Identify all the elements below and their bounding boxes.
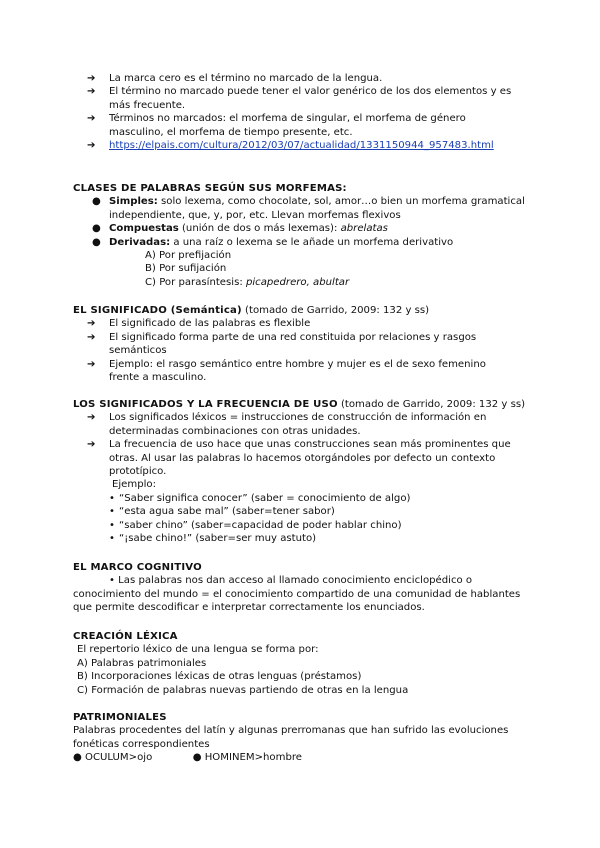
significado-section	[0, 304, 600, 384]
example-item: • “Saber significa conocer” (saber = conocimiento de algo)	[109, 492, 411, 504]
list-item: ➔ Ejemplo: el rasgo semántico entre hombre y mujer es el de sexo femenino frente a masculino.	[87, 358, 486, 384]
list-item: A) Palabras patrimoniales	[77, 657, 207, 669]
bullet-dot-icon: ●	[92, 196, 101, 208]
example-item: • “saber chino” (saber=capacidad de poder hablar chino)	[109, 519, 402, 531]
list-item	[0, 139, 519, 152]
clases-section	[0, 182, 600, 289]
section-heading: LOS SIGNIFICADOS Y LA FRECUENCIA DE USO (tomado de Garrido, 2009: 132 y ss)	[73, 399, 526, 410]
arrow-bullet-icon: ➔	[87, 318, 96, 330]
arrow-bullet-icon: ➔	[87, 358, 96, 370]
section-heading: CREACIÓN LÉXICA	[73, 631, 178, 642]
marco-section	[0, 561, 600, 615]
paragraph: Palabras procedentes del latín y algunas prerromanas que han sufrido las evoluciones fonéticas correspondientes	[73, 725, 509, 750]
list-item: ➔ Términos no marcados: el morfema de singular, el morfema de género masculino, el morfema de tiempo presente, etc.	[87, 113, 466, 138]
section-heading: PATRIMONIALES	[73, 712, 167, 723]
list-item: ● Compuestas (unión de dos o más lexemas): abrelatas	[92, 223, 388, 235]
arrow-bullet-icon: ➔	[87, 73, 96, 84]
bullet-dot-icon: •	[109, 519, 115, 531]
arrow-bullet-icon: ➔	[87, 412, 96, 424]
bullet-dot-icon: ●	[92, 236, 101, 248]
example-item: • “esta agua sabe mal” (saber=tener sabor)	[109, 506, 335, 518]
arrow-bullet-icon: ➔	[87, 439, 96, 451]
sub-item: A) Por prefijación	[145, 250, 232, 262]
bullet-dot-icon: •	[109, 492, 115, 504]
list-item: C) Formación de palabras nuevas partiendo de otras en la lengua	[77, 684, 409, 696]
list-item: ➔ Los significados léxicos = instrucciones de construcción de información en determinadas combinaciones con otras unidades.	[87, 412, 487, 437]
patrimoniales-section	[0, 711, 600, 765]
list-item: B) Incorporaciones léxicas de otras lenguas (préstamos)	[77, 671, 362, 683]
example-item: • “¡sabe chino!” (saber=ser muy astuto)	[109, 533, 317, 545]
list-item: ➔ La frecuencia de uso hace que unas construcciones sean más prominentes que otras. Al usar las palabras lo hacemos otorgándoles por defecto un contexto prototípico.	[87, 439, 511, 478]
creacion-section	[0, 630, 600, 697]
list-item: ● Derivadas: a una raíz o lexema se le añade un morfema derivativo	[92, 236, 454, 248]
arrow-bullet-icon: ➔	[87, 140, 96, 152]
bullet-dot-icon: ●	[192, 752, 205, 764]
section-heading: CLASES DE PALABRAS SEGÚN SUS MORFEMAS:	[73, 183, 347, 194]
arrow-bullet-icon: ➔	[87, 113, 96, 125]
bullet-dot-icon: ●	[92, 223, 101, 235]
bullet-dot-icon: •	[109, 506, 115, 518]
example-label: Ejemplo:	[112, 479, 157, 491]
example-line: ● OCULUM>ojo ● HOMINEM>hombre	[73, 752, 302, 764]
article-link[interactable]: https://elpais.com/cultura/2012/03/07/actualidad/1331150944_957483.html	[109, 140, 494, 152]
section-heading: EL SIGNIFICADO (Semántica) (tomado de Garrido, 2009: 132 y ss)	[73, 305, 430, 316]
list-item: ➔ El significado de las palabras es flexible	[87, 318, 311, 330]
arrow-bullet-icon: ➔	[87, 331, 96, 343]
list-item: ➔ El término no marcado puede tener el valor genérico de los dos elementos y es más frecuente.	[87, 86, 512, 111]
bullet-dot-icon: •	[109, 575, 119, 587]
frecuencia-section	[0, 398, 600, 545]
paragraph: • Las palabras nos dan acceso al llamado conocimiento enciclopédico o conocimiento del mundo = el conocimiento compartido de una comunidad de hablantes que permite descodificar e interpretar correctamente los enunciados.	[73, 575, 521, 614]
bullet-dot-icon: •	[109, 533, 115, 545]
paragraph: El repertorio léxico de una lengua se forma por:	[77, 644, 319, 656]
list-item: ➔ El significado forma parte de una red constituida por relaciones y rasgos semánticos	[87, 331, 477, 357]
list-item: ➔ La marca cero es el término no marcado de la lengua.	[87, 73, 383, 84]
intro-list	[0, 72, 600, 152]
sub-item: C) Por parasíntesis: picapedrero, abultar	[145, 276, 350, 288]
bullet-dot-icon: ●	[73, 752, 86, 764]
list-item: ● Simples: solo lexema, como chocolate, sol, amor…o bien un morfema gramatical independiente, que, y, por, etc. Llevan morfemas flexivos	[92, 196, 525, 221]
section-heading: EL MARCO COGNITIVO	[73, 562, 202, 573]
sub-item: B) Por sufijación	[145, 263, 227, 275]
arrow-bullet-icon: ➔	[87, 86, 96, 98]
